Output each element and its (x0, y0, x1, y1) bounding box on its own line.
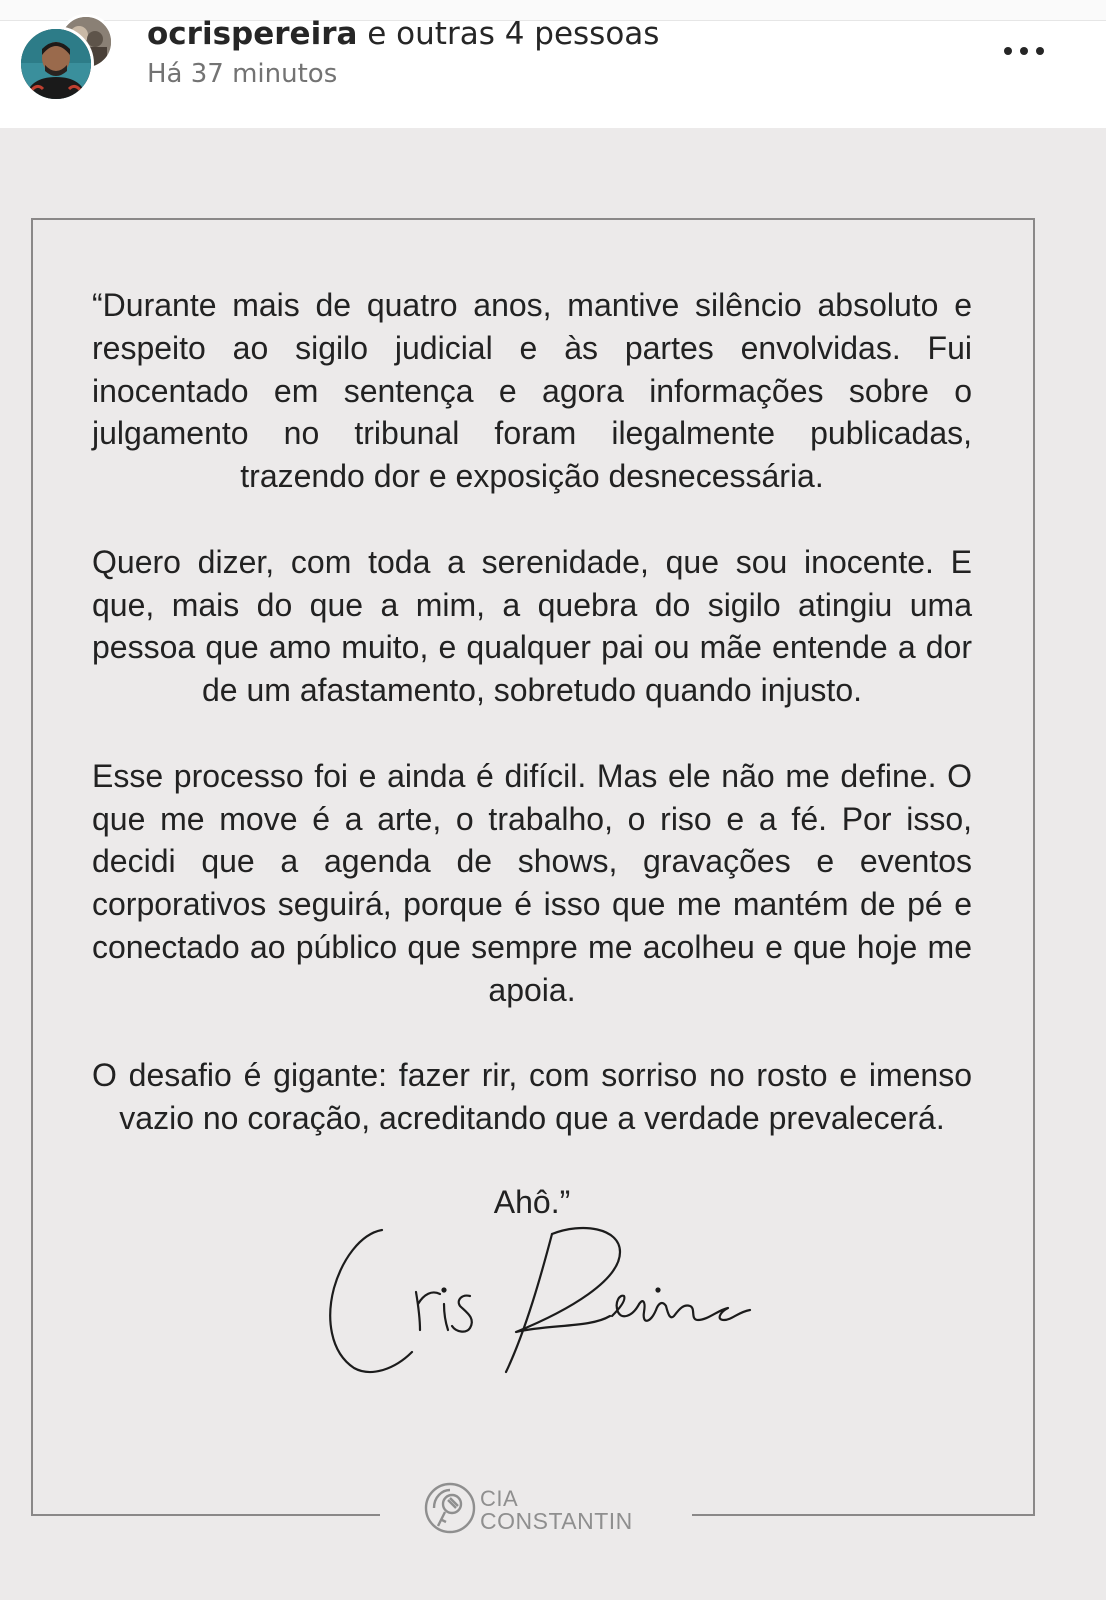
co-authors-text[interactable]: e outras 4 pessoas (357, 16, 660, 52)
logo-line-1: CIA (480, 1486, 519, 1511)
logo-line-2: CONSTANTIN (480, 1508, 633, 1534)
letter-paragraph-3: Esse processo foi e ainda é difícil. Mas ele não me define. O que me move é a arte, o trabalho, o riso e a fé. Por isso, decidi que a agenda de shows, gravações e eventos corporativos seguirá, porque é isso que me mantém de pé e conectado ao público que sempre me acolheu e que hoje me apoia. (92, 757, 972, 1008)
more-horizontal-icon[interactable] (1000, 34, 1048, 68)
letter-paragraph-2: Quero dizer, com toda a serenidade, que sou inocente. E que, mais do que a mim, a quebra do sigilo atingiu uma pessoa que amo muito, e qualquer pai ou mãe entende a dor de um afastamento, sobretudo quando injusto. (92, 543, 972, 709)
cia-constantin-logo (422, 1478, 662, 1542)
microphone-logo-icon (422, 1480, 478, 1536)
handwritten-signature (320, 1220, 770, 1380)
letter-paragraph-4: O desafio é gigante: fazer rir, com sorriso no rosto e imenso vazio no coração, acreditando que a verdade prevalecerá. (92, 1057, 972, 1137)
post-header (0, 0, 1106, 129)
post-author-line (147, 14, 659, 54)
letter-closing: Ahô.” (493, 1184, 571, 1220)
statement-letter (92, 284, 972, 1183)
avatar[interactable] (18, 26, 94, 102)
author-username[interactable]: ocrispereira (147, 16, 358, 52)
post-timestamp: Há 37 minutos (147, 59, 338, 89)
letter-paragraph-1: “Durante mais de quatro anos, mantive silêncio absoluto e respeito ao sigilo judicial e às partes envolvidas. Fui inocentado em sentença e agora informações sobre o julgamento no tribunal foram ilegalmente publicadas, trazendo dor e exposição desnecessária. (92, 287, 972, 495)
logo-wordmark (480, 1488, 633, 1532)
